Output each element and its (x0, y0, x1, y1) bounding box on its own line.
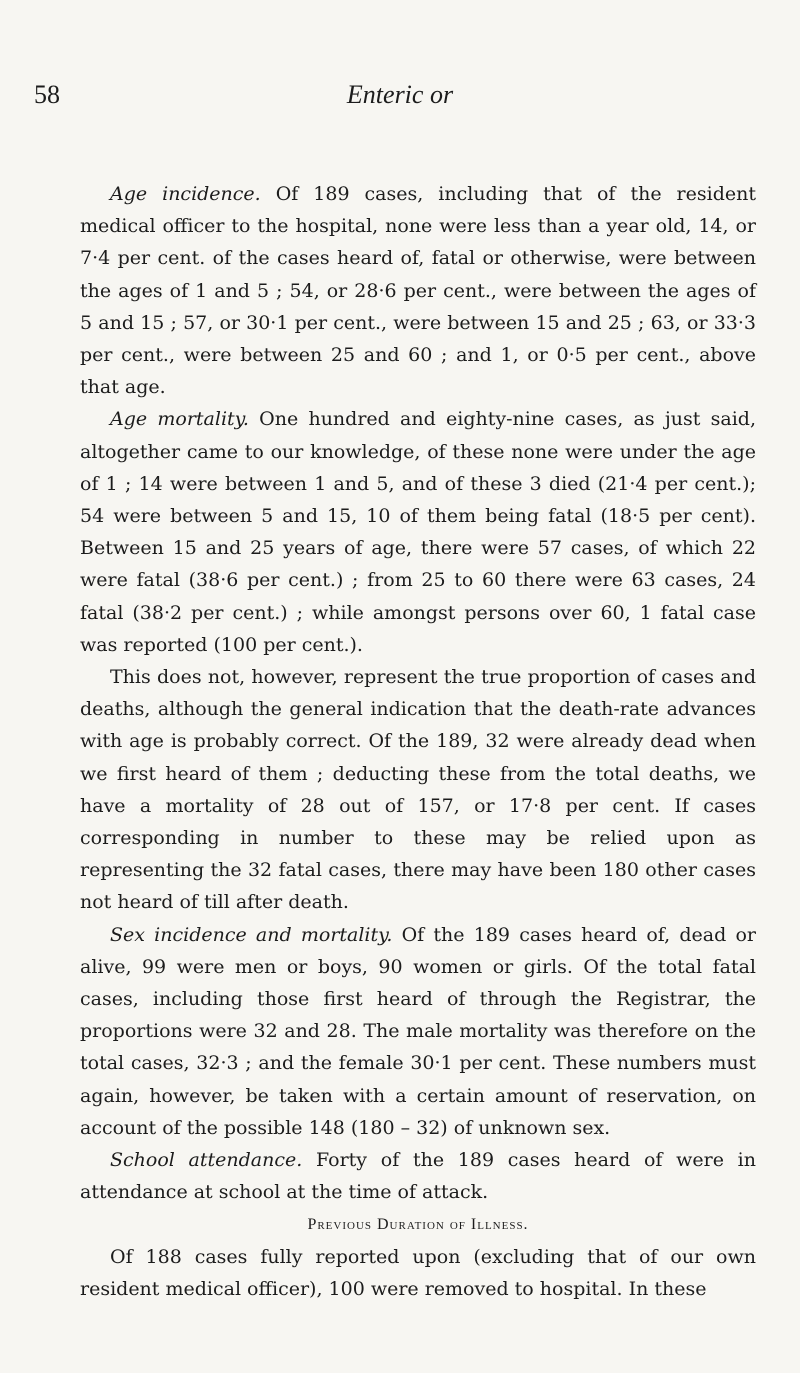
paragraph-true-proportion (80, 661, 756, 919)
paragraph-sex-incidence (80, 919, 756, 1144)
section-heading: Previous Duration of Illness. (307, 1215, 529, 1233)
paragraph-text: One hundred and eighty-nine cases, as just said, altogether came to our knowledge, of these none were under the age of 1 ; 14 were between 1 and 5, and of these 3 died (21·4 per cent.); 54 were between 5 and 15, 10 of them being fatal (18·5 per cent). Between 15 and 25 years of age, there were 57 cases, of which 22 were fatal (38·6 per cent.) ; from 25 to 60 there were 63 cases, 24 fatal (38·2 per cent.) ; while amongst persons over 60, 1 fatal case was reported (100 per cent.). (80, 408, 756, 656)
paragraph-lead: Age mortality. (110, 408, 249, 431)
paragraph-text: Forty of the 189 cases heard of were in attendance at school at the time of attack. (80, 1149, 756, 1204)
paragraph-lead: Age incidence. (110, 183, 261, 205)
page-header (34, 80, 766, 120)
paragraph-text: Of 189 cases, including that of the resident medical officer to the hospital, none were less than a year old, 14, or 7·4 per cent. of the cases heard of, fatal or otherwise, were between the ages of 1 and 5 ; 54, or 28·6 per cent., were between the ages of 5 and 15 ; 57, or 30·1 per cent., were between 15 and 25 ; 63, or 33·3 per cent., were between 25 and 60 ; and 1, or 0·5 per cent., above that age. (80, 183, 756, 399)
paragraph-lead: School attendance. (110, 1149, 303, 1172)
paragraph-lead: Sex incidence and mortality. (110, 923, 393, 946)
paragraph-previous-duration: Of 188 cases fully reported upon (excluding that of our own resident medical officer), 100 were removed to hospital. In these (80, 1245, 756, 1300)
paragraph-age-incidence (80, 178, 756, 403)
paragraph-age-mortality (80, 403, 756, 661)
paragraph-school-attendance (80, 1144, 756, 1208)
paragraph-text: Of the 189 cases heard of, dead or alive, 99 were men or boys, 90 women or girls. Of the total fatal cases, including those first heard of through the Registrar, the proportions were 32 and 28. The male mortality was therefore on the total cases, 32·3 ; and the female 30·1 per cent. These numbers must again, however, be taken with a certain amount of reservation, on account of the possible 148 (180 – 32) of unknown sex. (80, 923, 757, 1139)
body-text (80, 178, 756, 1305)
running-head: Enteric or (346, 80, 454, 109)
paragraph-text: This does not, however, represent the true proportion of cases and deaths, although the general indication that the death-rate advances with age is probably correct. Of the 189, 32 were already dead when we first heard of them ; deducting these from the total deaths, we have a mortality of 28 out of 157, or 17·8 per cent. If cases corresponding in number to these may be relied upon as representing the 32 fatal cases, there may have been 180 other cases not heard of till after death. (80, 666, 756, 914)
page-number: 58 (34, 80, 60, 109)
